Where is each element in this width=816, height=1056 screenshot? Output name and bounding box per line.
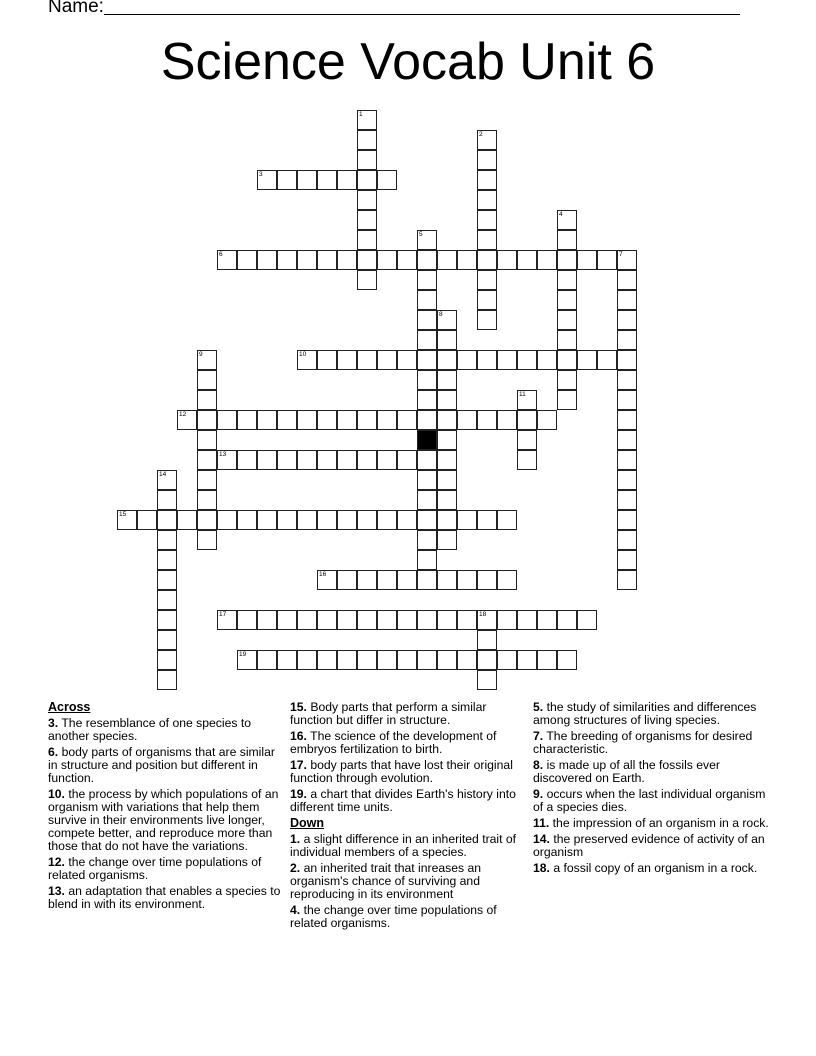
answer-cell[interactable] [197,490,217,510]
page-title: Science Vocab Unit 6 [160,33,656,91]
across-clue [48,885,284,911]
answer-cell[interactable] [417,450,437,470]
answer-cell[interactable] [457,610,477,630]
answer-cell[interactable] [497,250,517,270]
answer-cell[interactable] [557,250,577,270]
answer-cell[interactable] [357,350,377,370]
clue-number-label: 1. [290,832,301,846]
clue-number: 11 [519,391,526,398]
down-clue [533,701,769,727]
answer-cell[interactable] [577,350,597,370]
clue-text: the process by which populations of an organism with variations that help them survive in their environments live longer, compete better, and reproduce more than those that do not have the variations. [48,787,279,853]
answer-cell[interactable] [317,650,337,670]
answer-cell[interactable] [417,370,437,390]
down-clue [533,759,769,785]
answer-cell[interactable] [557,370,577,390]
answer-cell[interactable] [417,350,437,370]
answer-cell[interactable] [437,370,457,390]
clue-text: a slight difference in an inherited trait of individual members of a species. [290,832,517,859]
answer-cell[interactable] [157,590,177,610]
answer-cell[interactable] [497,650,517,670]
across-clue [290,701,526,727]
answer-cell[interactable] [297,410,317,430]
down-clue [533,817,769,830]
answer-cell[interactable] [617,350,637,370]
answer-cell[interactable] [417,250,437,270]
clue-number-label: 13. [48,884,65,898]
clue-text: is made up of all the fossils ever discovered on Earth. [533,758,720,785]
answer-cell[interactable] [497,350,517,370]
answer-cell[interactable] [417,570,437,590]
answer-cell[interactable] [337,610,357,630]
clue-number: 19 [239,651,247,658]
answer-cell[interactable] [477,210,497,230]
answer-cell[interactable] [477,170,497,190]
answer-cell[interactable] [477,150,497,170]
answer-cell[interactable] [617,290,637,310]
answer-cell[interactable] [297,610,317,630]
down-clue [290,862,526,901]
answer-cell[interactable] [337,650,357,670]
clue-number: 13 [219,451,227,458]
answer-cell[interactable] [417,610,437,630]
answer-cell[interactable] [377,610,397,630]
answer-cell[interactable] [557,610,577,630]
down-clue [533,730,769,756]
clue-number-label: 9. [533,787,544,801]
clue-text: The breeding of organisms for desired characteristic. [533,729,753,756]
answer-cell[interactable] [357,230,377,250]
answer-cell[interactable] [197,510,217,530]
clue-number: 2 [479,131,483,138]
answer-cell[interactable] [357,650,377,670]
answer-cell[interactable] [177,510,197,530]
answer-cell[interactable] [297,170,317,190]
clue-text: a chart that divides Earth's history into different time units. [290,787,516,814]
clue-number-label: 4. [290,903,301,917]
answer-cell[interactable] [577,250,597,270]
answer-cell[interactable] [437,530,457,550]
clue-text: Body parts that perform a similar function but differ in structure. [290,700,487,727]
answer-cell[interactable] [437,510,457,530]
answer-cell[interactable] [517,410,537,430]
black-square [417,430,437,450]
answer-cell[interactable] [257,610,277,630]
clue-number-label: 12. [48,855,65,869]
answer-cell[interactable] [257,450,277,470]
answer-cell[interactable] [477,290,497,310]
answer-cell[interactable] [617,270,637,290]
answer-cell[interactable] [337,510,357,530]
answer-cell[interactable] [517,610,537,630]
answer-cell[interactable] [617,430,637,450]
answer-cell[interactable] [597,350,617,370]
answer-cell[interactable] [397,250,417,270]
clue-number: 14 [159,471,167,478]
answer-cell[interactable] [517,450,537,470]
answer-cell[interactable] [397,510,417,530]
answer-cell[interactable] [397,410,417,430]
answer-cell[interactable] [497,570,517,590]
answer-cell[interactable] [417,510,437,530]
clue-number: 3 [259,171,263,178]
answer-cell[interactable] [477,230,497,250]
answer-cell[interactable] [417,490,437,510]
answer-cell[interactable] [317,170,337,190]
answer-cell[interactable] [517,250,537,270]
across-heading: Across [48,700,91,714]
across-clue [48,856,284,882]
answer-cell[interactable] [437,410,457,430]
answer-cell[interactable] [277,170,297,190]
answer-cell[interactable] [317,250,337,270]
answer-cell[interactable] [257,250,277,270]
answer-cell[interactable] [197,450,217,470]
answer-cell[interactable] [257,510,277,530]
clue-number: 10 [299,351,307,358]
answer-cell[interactable] [517,350,537,370]
answer-cell[interactable] [317,510,337,530]
answer-cell[interactable] [377,510,397,530]
answer-cell[interactable] [517,430,537,450]
answer-cell[interactable] [257,650,277,670]
answer-cell[interactable] [477,410,497,430]
clue-number-label: 5. [533,700,544,714]
answer-cell[interactable] [417,410,437,430]
answer-cell[interactable] [277,650,297,670]
answer-cell[interactable] [437,250,457,270]
clue-number-label: 7. [533,729,544,743]
answer-cell[interactable] [557,270,577,290]
answer-cell[interactable] [617,370,637,390]
answer-cell[interactable] [357,610,377,630]
answer-cell[interactable] [397,570,417,590]
answer-cell[interactable] [217,410,237,430]
answer-cell[interactable] [297,510,317,530]
answer-cell[interactable] [377,650,397,670]
answer-cell[interactable] [397,350,417,370]
answer-cell[interactable] [437,350,457,370]
clue-number-label: 17. [290,758,307,772]
answer-cell[interactable] [457,250,477,270]
across-clue [290,759,526,785]
answer-cell[interactable] [317,450,337,470]
clue-text: body parts that have lost their original function through evolution. [290,758,513,785]
answer-cell[interactable] [337,170,357,190]
answer-cell[interactable] [157,550,177,570]
clue-text: The resemblance of one species to another species. [48,716,252,743]
clue-number-label: 11. [533,816,550,830]
clue-number: 17 [219,611,227,618]
answer-cell[interactable] [617,570,637,590]
down-clue [290,904,526,930]
answer-cell[interactable] [437,450,457,470]
answer-cell[interactable] [257,410,277,430]
answer-cell[interactable] [157,490,177,510]
answer-cell[interactable] [437,330,457,350]
answer-cell[interactable] [357,210,377,230]
answer-cell[interactable] [237,450,257,470]
answer-cell[interactable] [277,610,297,630]
answer-cell[interactable] [437,430,457,450]
clue-number: 16 [319,571,327,578]
clue-number-label: 14. [533,832,550,846]
clue-number-label: 16. [290,729,307,743]
answer-cell[interactable] [477,190,497,210]
answer-cell[interactable] [497,410,517,430]
across-clue [48,717,284,743]
answer-cell[interactable] [617,550,637,570]
answer-cell[interactable] [497,610,517,630]
answer-cell[interactable] [437,610,457,630]
answer-cell[interactable] [457,410,477,430]
clue-column-3 [533,701,769,878]
answer-cell[interactable] [417,290,437,310]
down-clue [533,833,769,859]
clue-number-label: 2. [290,861,301,875]
answer-cell[interactable] [357,510,377,530]
clue-number-label: 19. [290,787,307,801]
answer-cell[interactable] [497,510,517,530]
answer-cell[interactable] [417,550,437,570]
answer-cell[interactable] [317,610,337,630]
answer-cell[interactable] [517,650,537,670]
answer-cell[interactable] [157,570,177,590]
answer-cell[interactable] [197,370,217,390]
clue-text: the preserved evidence of activity of an organism [533,832,765,859]
answer-cell[interactable] [237,610,257,630]
answer-cell[interactable] [557,390,577,410]
answer-cell[interactable] [277,450,297,470]
answer-cell[interactable] [377,250,397,270]
clue-number-label: 10. [48,787,65,801]
answer-cell[interactable] [377,410,397,430]
answer-cell[interactable] [557,290,577,310]
answer-cell[interactable] [237,510,257,530]
clue-number: 15 [119,511,127,518]
answer-cell[interactable] [617,470,637,490]
answer-cell[interactable] [397,610,417,630]
answer-cell[interactable] [397,650,417,670]
answer-cell[interactable] [557,330,577,350]
clue-number: 8 [439,311,443,318]
clue-number: 1 [359,111,363,118]
answer-cell[interactable] [537,350,557,370]
answer-cell[interactable] [337,410,357,430]
answer-cell[interactable] [617,510,637,530]
answer-cell[interactable] [617,450,637,470]
answer-cell[interactable] [617,410,637,430]
answer-cell[interactable] [157,510,177,530]
clue-number-label: 15. [290,700,307,714]
answer-cell[interactable] [317,350,337,370]
answer-cell[interactable] [617,390,637,410]
clue-number: 9 [199,351,203,358]
answer-cell[interactable] [437,570,457,590]
answer-cell[interactable] [357,170,377,190]
across-clue [290,788,526,814]
clue-text: body parts of organisms that are similar in structure and position but different in function. [48,745,275,785]
answer-cell[interactable] [437,490,457,510]
clue-number: 18 [479,611,487,618]
clue-text: the change over time populations of related organisms. [48,855,262,882]
answer-cell[interactable] [377,450,397,470]
answer-cell[interactable] [357,150,377,170]
answer-cell[interactable] [237,250,257,270]
answer-cell[interactable] [197,470,217,490]
clue-number: 5 [419,231,423,238]
clue-text: The science of the development of embryos fertilization to birth. [290,729,497,756]
answer-cell[interactable] [217,510,237,530]
answer-cell[interactable] [417,330,437,350]
answer-cell[interactable] [337,570,357,590]
answer-cell[interactable] [437,390,457,410]
answer-cell[interactable] [477,350,497,370]
down-heading: Down [290,816,325,830]
clue-number-label: 8. [533,758,544,772]
answer-cell[interactable] [537,650,557,670]
answer-cell[interactable] [597,250,617,270]
answer-cell[interactable] [437,470,457,490]
across-clue [290,730,526,756]
answer-cell[interactable] [417,310,437,330]
answer-cell[interactable] [157,530,177,550]
answer-cell[interactable] [617,490,637,510]
answer-cell[interactable] [297,650,317,670]
answer-cell[interactable] [237,410,257,430]
answer-cell[interactable] [277,250,297,270]
clue-text: a fossil copy of an organism in a rock. [553,861,758,875]
answer-cell[interactable] [457,650,477,670]
answer-cell[interactable] [537,410,557,430]
clue-number-label: 18. [533,861,550,875]
answer-cell[interactable] [377,170,397,190]
answer-cell[interactable] [337,250,357,270]
answer-cell[interactable] [437,650,457,670]
answer-cell[interactable] [197,390,217,410]
clue-number: 7 [619,251,623,258]
answer-cell[interactable] [157,650,177,670]
answer-cell[interactable] [417,530,437,550]
answer-cell[interactable] [197,410,217,430]
answer-cell[interactable] [157,610,177,630]
clue-text: the impression of an organism in a rock. [552,816,769,830]
answer-cell[interactable] [617,310,637,330]
answer-cell[interactable] [357,570,377,590]
answer-cell[interactable] [417,270,437,290]
answer-cell[interactable] [137,510,157,530]
answer-cell[interactable] [477,650,497,670]
down-clue [533,862,769,875]
answer-cell[interactable] [297,250,317,270]
answer-cell[interactable] [357,130,377,150]
answer-cell[interactable] [377,570,397,590]
answer-cell[interactable] [537,250,557,270]
clue-text: the study of similarities and differences among structures of living species. [533,700,757,727]
clue-text: an adaptation that enables a species to blend in with its environment. [48,884,281,911]
down-clue [290,833,526,859]
answer-cell[interactable] [357,410,377,430]
answer-cell[interactable] [157,630,177,650]
answer-cell[interactable] [357,250,377,270]
clue-number: 6 [219,251,223,258]
answer-cell[interactable] [557,350,577,370]
answer-cell[interactable] [457,570,477,590]
clue-column-1 [48,701,284,914]
clue-number-label: 3. [48,716,59,730]
answer-cell[interactable] [537,610,557,630]
down-clue [533,788,769,814]
answer-cell[interactable] [337,450,357,470]
name-label: Name: [48,0,104,17]
clue-text: occurs when the last individual organism of a species dies. [533,787,766,814]
across-clue [48,788,284,853]
answer-cell[interactable] [417,470,437,490]
clue-number-label: 6. [48,745,59,759]
answer-cell[interactable] [477,670,497,690]
answer-cell[interactable] [477,630,497,650]
clue-text: an inherited trait that inreases an organism's chance of surviving and reproducing in its environment [290,861,482,901]
answer-cell[interactable] [297,450,317,470]
answer-cell[interactable] [357,270,377,290]
answer-cell[interactable] [397,450,417,470]
answer-cell[interactable] [417,390,437,410]
answer-cell[interactable] [477,270,497,290]
answer-cell[interactable] [417,650,437,670]
answer-cell[interactable] [337,350,357,370]
answer-cell[interactable] [477,310,497,330]
answer-cell[interactable] [477,570,497,590]
answer-cell[interactable] [277,410,297,430]
answer-cell[interactable] [197,530,217,550]
answer-cell[interactable] [457,510,477,530]
answer-cell[interactable] [617,530,637,550]
answer-cell[interactable] [557,650,577,670]
answer-cell[interactable] [377,350,397,370]
answer-cell[interactable] [477,250,497,270]
answer-cell[interactable] [477,510,497,530]
answer-cell[interactable] [557,230,577,250]
answer-cell[interactable] [157,670,177,690]
answer-cell[interactable] [577,610,597,630]
answer-cell[interactable] [317,410,337,430]
answer-cell[interactable] [357,450,377,470]
clue-text: the change over time populations of related organisms. [290,903,497,930]
clue-number: 12 [179,411,187,418]
answer-cell[interactable] [557,310,577,330]
answer-cell[interactable] [197,430,217,450]
answer-cell[interactable] [277,510,297,530]
across-clue [48,746,284,785]
clue-number: 4 [559,211,563,218]
answer-cell[interactable] [617,330,637,350]
answer-cell[interactable] [457,350,477,370]
answer-cell[interactable] [357,190,377,210]
clue-column-2 [290,701,526,933]
